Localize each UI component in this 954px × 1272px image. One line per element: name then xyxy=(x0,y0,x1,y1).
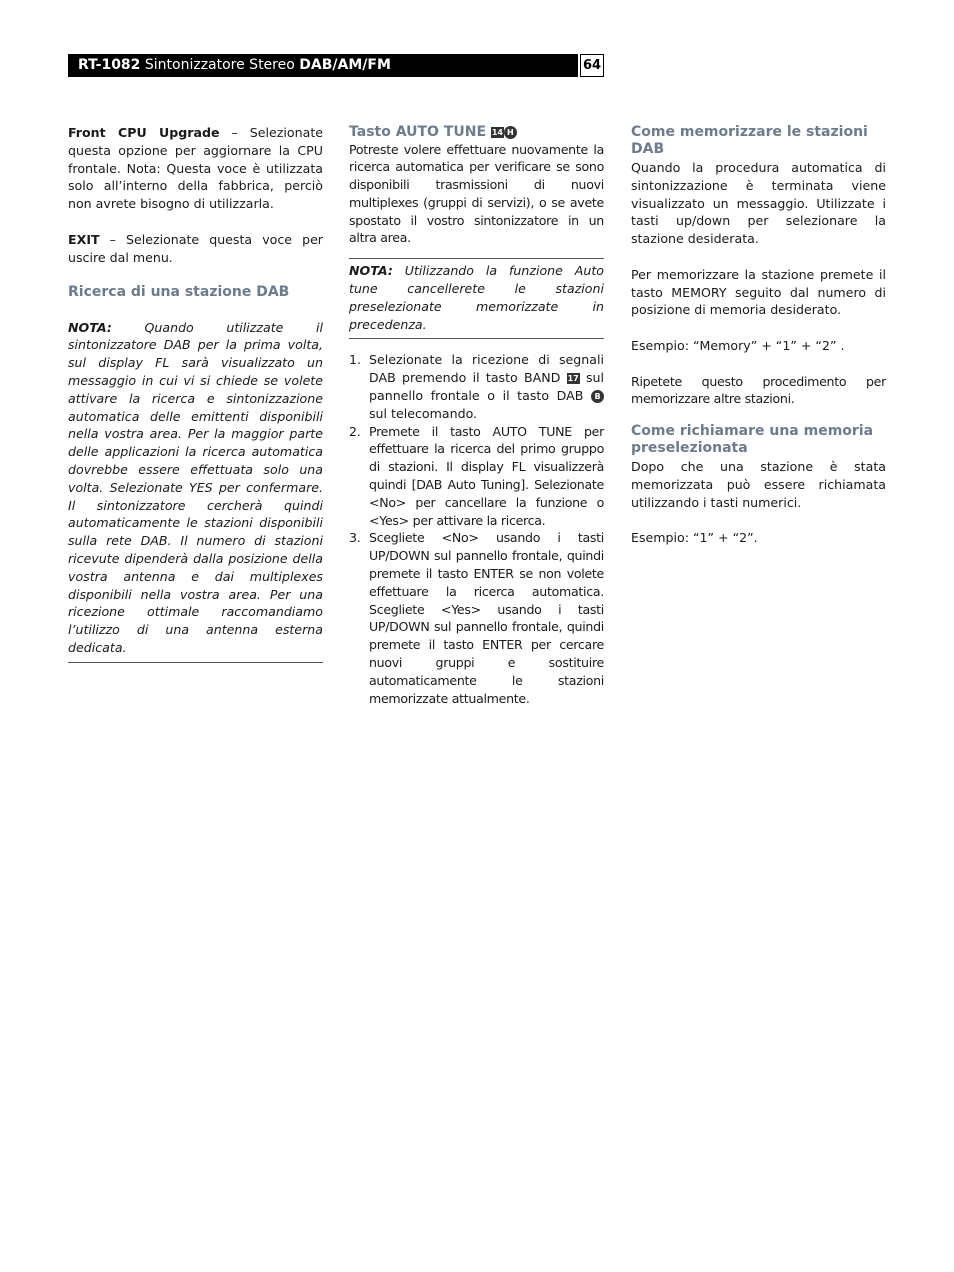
paragraph: Dopo che una stazione è stata memorizzata può essere richiamata utilizzando i tasti numerici. xyxy=(631,459,886,510)
paragraph: Per memorizzare la stazione premete il tasto MEMORY seguito dal numero di posizione di memoria desiderato. xyxy=(631,266,886,318)
button-ref-circle-icon: H xyxy=(504,126,517,139)
header-subtitle: Sintonizzatore Stereo xyxy=(144,57,295,73)
exit-paragraph: EXIT – Selezionate questa voce per uscire dal menu. xyxy=(68,231,323,265)
column-left xyxy=(68,124,323,663)
heading-memorizzare: Come memorizzare le stazioni DAB xyxy=(631,124,868,157)
header-model: RT-1082 xyxy=(78,57,141,73)
front-cpu-label: Front CPU Upgrade xyxy=(68,125,220,140)
heading-ricerca-dab: Ricerca di una stazione DAB xyxy=(68,284,290,301)
paragraph: Ripetete questo procedimento per memorizzare altre stazioni. xyxy=(631,373,886,407)
exit-label: EXIT xyxy=(68,231,100,247)
header-bands: DAB/AM/FM xyxy=(299,57,391,73)
note-label: NOTA: xyxy=(68,319,112,335)
heading-richiamare: Come richiamare una memoria preselezionata xyxy=(631,423,874,456)
front-cpu-paragraph: Front CPU Upgrade – Selezionate questa opzione per aggiornare la CPU frontale. Nota: Questa voce è utilizzata solo all’interno della fabbrica, perciò non avrete bisogno di utilizzarla. xyxy=(68,125,323,212)
heading-auto-tune: Tasto AUTO TUNE 14 H xyxy=(349,124,604,141)
paragraph: Quando la procedura automatica di sintonizzazione è terminata viene visualizzato un messaggio. Utilizzate i tasti up/down per selezionare la stazione desiderata. xyxy=(631,160,886,247)
list-item: 1. Selezionate la ricezione di segnali DAB premendo il tasto BAND 17 sul pannello frontale o il tasto DAB B sul telecomando. xyxy=(349,352,604,421)
band-button-square-icon: 17 xyxy=(567,374,579,384)
dab-button-circle-icon: B xyxy=(591,390,604,403)
page-header-bar xyxy=(68,54,578,77)
steps-list xyxy=(349,351,604,707)
example-recall: Esempio: “1” + “2”. xyxy=(631,530,758,546)
page-number: 64 xyxy=(580,54,604,77)
list-item: 3. Scegliete <No> usando i tasti UP/DOWN sul pannello frontale, quindi premete il tasto ENTER se non volete effettuare la ricerca automatica. Scegliete <Yes> usando i tasti UP/DOWN sul pannello frontale, quindi premete il tasto ENTER per cercare nuovi gruppi e sostituire automaticamente le stazioni memorizzate attualmente. xyxy=(349,530,604,706)
note-box-middle: NOTA: Utilizzando la funzione Auto tune cancellerete le stazioni preselezionate memorizzate in precedenza. xyxy=(349,258,604,339)
note-box-left xyxy=(68,319,323,663)
column-middle xyxy=(349,124,604,707)
example-memory: Esempio: “Memory” + “1” + “2” . xyxy=(631,337,845,353)
button-ref-square-icon: 14 xyxy=(491,128,503,137)
auto-tune-intro: Potreste volere effettuare nuovamente la ricerca automatica per verificare se sono disponibili trasmissioni di nuovi multiplexes (gruppi di servizi), o se avete spostato il vostro sintonizzatore in un altra area. xyxy=(349,141,604,246)
list-item: 2. Premete il tasto AUTO TUNE per effettuare la ricerca del primo gruppo di stazioni. Il display FL visualizzerà quindi [DAB Auto Tuning]. Selezionate <No> per cancellare la funzione o <Yes> per attivare la ricerca. xyxy=(349,423,604,528)
column-right xyxy=(631,124,886,547)
note-text: Quando utilizzate il sintonizzatore DAB per la prima volta, sul display FL sarà visualizzato un messaggio in cui vi si chiede se volete attivare la ricerca e sintonizzazione automatica delle emittenti disponibili nella vostra area. Per la maggior parte delle applicazioni la ricerca automatica dovrebbe essere effettuata solo una volta. Selezionate YES per confermare. Il sintonizzatore cercherà quindi automaticamente le stazioni disponibili sulla rete DAB. Il numero di stazioni ricevute dipenderà dalla posizione della vostra antenna e dai multiplexes disponibili nella vostra area. Per una ricezione ottimale raccomandiamo l’utilizzo di una antenna esterna dedicata. xyxy=(68,319,323,656)
